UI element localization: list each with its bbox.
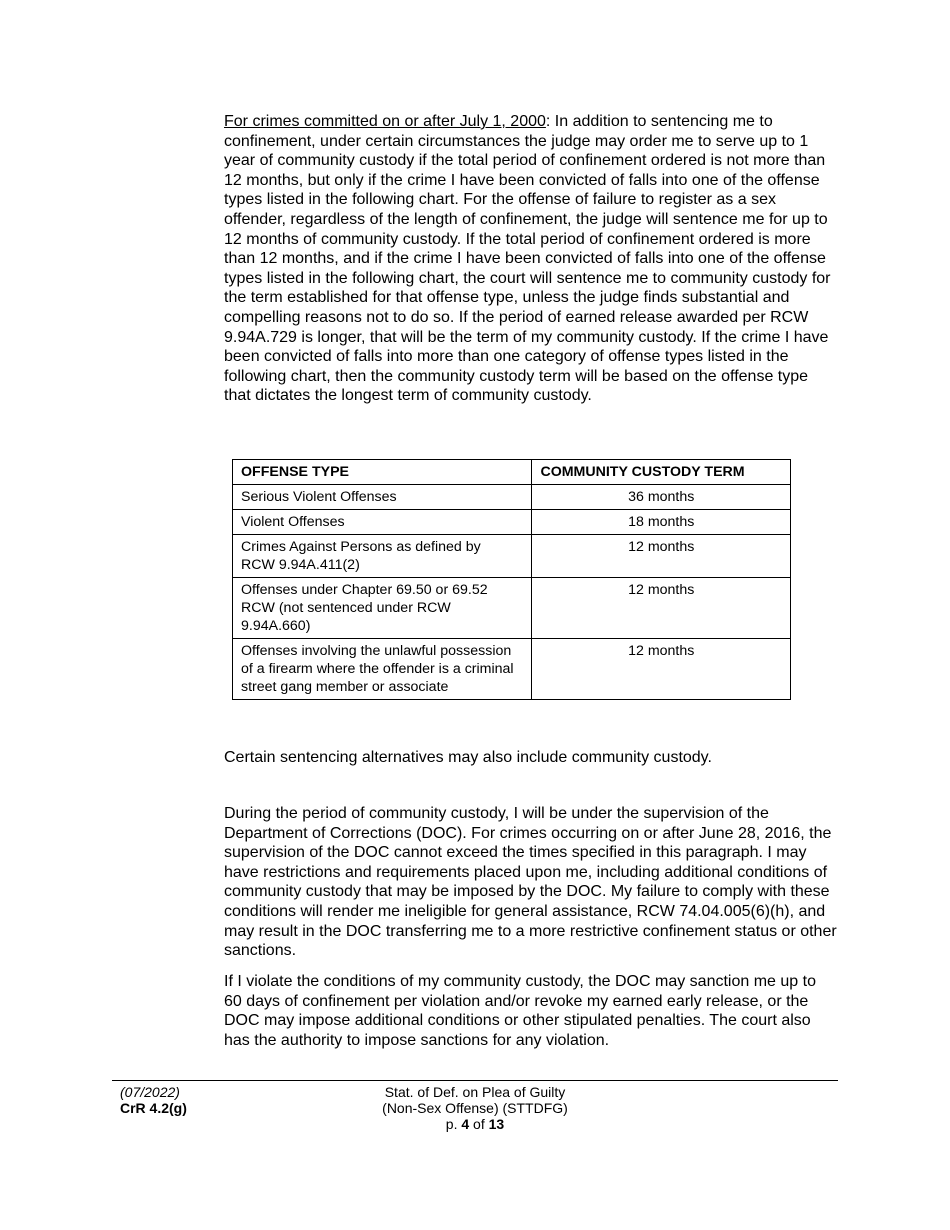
violation-paragraph: If I violate the conditions of my community custody, the DOC may sanction me up to 60 days of confinement per violation and/or revoke my earned early release, or the DOC may impose additional conditions or other stipulated penalties. The court also has the authority to impose sanctions for any violation.	[224, 973, 816, 1049]
intro-paragraph	[224, 112, 838, 406]
page-total: 13	[488, 1116, 505, 1132]
intro-heading: For crimes committed on or after July 1, 2000	[224, 113, 546, 130]
footer-left	[120, 1084, 187, 1116]
offense-type-header: OFFENSE TYPE	[233, 460, 532, 485]
form-title-line2: (Non-Sex Offense) (STTDFG)	[382, 1100, 568, 1116]
table-row	[233, 510, 791, 535]
community-custody-table	[232, 459, 791, 700]
term-cell: 12 months	[532, 639, 791, 700]
term-cell: 18 months	[532, 510, 791, 535]
form-title-line1: Stat. of Def. on Plea of Guilty	[384, 1084, 566, 1100]
footer-divider	[112, 1080, 838, 1081]
offense-cell: Offenses under Chapter 69.50 or 69.52 RCW (not sentenced under RCW 9.94A.660)	[233, 578, 532, 639]
court-rule: CrR 4.2(g)	[120, 1100, 187, 1116]
table-row	[233, 535, 791, 578]
page-prefix: p.	[445, 1116, 458, 1132]
table-row	[233, 485, 791, 510]
supervision-paragraph: During the period of community custody, I will be under the supervision of the Department of Corrections (DOC). For crimes occurring on or after June 28, 2016, the supervision of the DOC cannot exceed the times specified in this paragraph. I may have restrictions and requirements placed upon me, including additional conditions of community custody that may be imposed by the DOC. My failure to comply with these conditions will render me ineligible for general assistance, RCW 74.04.005(6)(h), and may result in the DOC transferring me to a more restrictive confinement status or other sanctions.	[224, 805, 837, 960]
custody-term-header: COMMUNITY CUSTODY TERM	[532, 460, 791, 485]
table-row	[233, 578, 791, 639]
form-date: (07/2022)	[120, 1084, 180, 1100]
offense-cell: Crimes Against Persons as defined by RCW 9.94A.411(2)	[233, 535, 532, 578]
offense-cell: Serious Violent Offenses	[233, 485, 532, 510]
term-cell: 36 months	[532, 485, 791, 510]
page-of: of	[473, 1116, 485, 1132]
term-cell: 12 months	[532, 578, 791, 639]
page-current: 4	[461, 1116, 470, 1132]
alternatives-paragraph: Certain sentencing alternatives may also include community custody.	[224, 749, 712, 766]
offense-cell: Offenses involving the unlawful possession of a firearm where the offender is a criminal street gang member or associate	[233, 639, 532, 700]
term-cell: 12 months	[532, 535, 791, 578]
page-number	[350, 1116, 600, 1132]
offense-cell: Violent Offenses	[233, 510, 532, 535]
table-header-row	[233, 460, 791, 485]
footer-center	[350, 1084, 600, 1132]
table-row	[233, 639, 791, 700]
intro-text: : In addition to sentencing me to confinement, under certain circumstances the judge may order me to serve up to 1 year of community custody if the total period of confinement ordered is not more than 12 months, but only if the crime I have been convicted of falls into one of the offense types listed in the following chart. For the offense of failure to register as a sex offender, regardless of the length of confinement, the judge will sentence me for up to 12 months of community custody. If the total period of confinement ordered is more than 12 months, and if the crime I have been convicted of falls into one of the offense types listed in the following chart, the court will sentence me to community custody for the term established for that offense type, unless the judge finds substantial and compelling reasons not to do so. If the period of earned release awarded per RCW 9.94A.729 is longer, that will be the term of my community custody. If the crime I have been convicted of falls into more than one category of offense types listed in the following chart, then the community custody term will be based on the offense type that dictates the longest term of community custody.	[224, 113, 831, 405]
